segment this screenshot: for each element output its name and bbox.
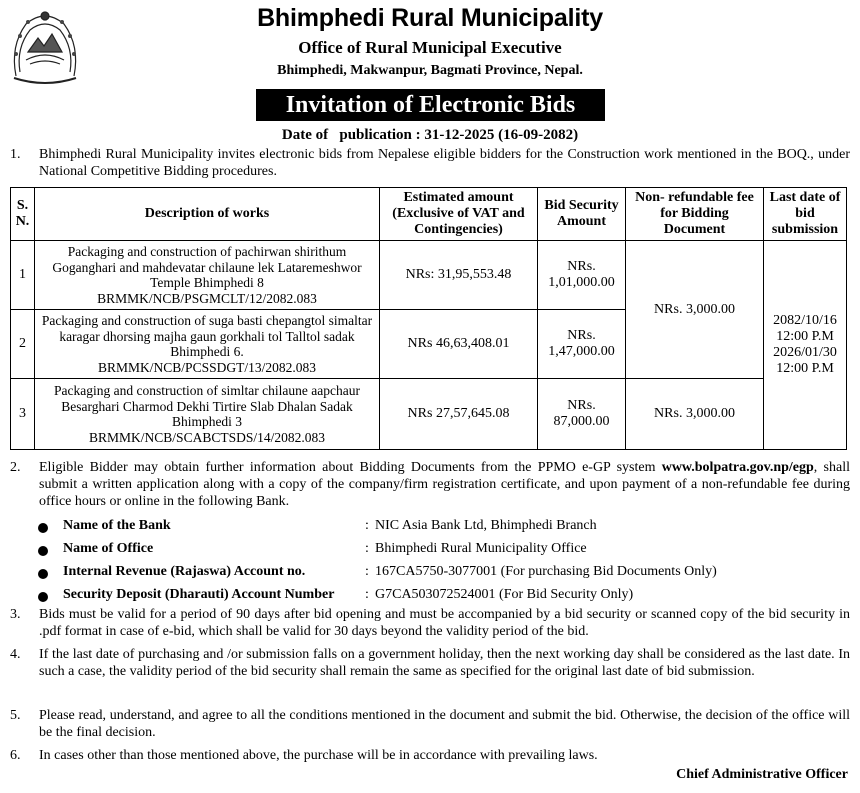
paragraph-6: 6. In cases other than those mentioned above, the purchase will be in accordance with prevailing laws. [10, 748, 598, 763]
header-estimated-amount: Estimated amount (Exclusive of VAT and Contingencies) [380, 188, 538, 241]
row-description: Packaging and construction of suga basti chepangtol simaltar karagar dhorsing majha gaun gorkhali tol Talltol sadak Bhimphedi 6. BRMMK/NCB/PCSSDGT/13/2082.083 [35, 310, 380, 379]
paragraph-5: 5. Please read, understand, and agree to all the conditions mentioned in the document and submit the bid. Otherwise, the decision of the office will be the final decision. [10, 708, 850, 740]
table-row [11, 241, 847, 310]
table-row [11, 379, 847, 450]
office-address: Bhimphedi, Makwanpur, Bagmati Province, Nepal. [277, 63, 583, 78]
row-amount: NRs 46,63,408.01 [380, 310, 538, 379]
row-sn: 1 [11, 241, 35, 310]
row-description: Packaging and construction of pachirwan shirithum Goganghari and mahdevatar chilaune lek Lataremeshwor Temple Bhimphedi 8 BRMMK/NCB/PSGMCLT/12/2082.083 [35, 241, 380, 310]
row-description: Packaging and construction of simltar chilaune aapchaur Besarghari Charmod Dekhi Tirtire Slab Dhalan Sadak Bhimphedi 3 BRMMK/NCB/SCABCTSDS/14/2082.083 [35, 379, 380, 450]
header-description: Description of works [35, 188, 380, 241]
row-fee: NRs. 3,000.00 [626, 241, 764, 379]
header-last-date: Last date of bid submission [764, 188, 847, 241]
office-name-item: Name of Office : Bhimphedi Rural Municipality Office [38, 541, 838, 561]
bullet-icon [38, 523, 48, 533]
egp-link[interactable]: www.bolpatra.gov.np/egp [661, 460, 814, 475]
municipality-name: Bhimphedi Rural Municipality [257, 4, 603, 32]
paragraph-4: 4. If the last date of purchasing and /or submission falls on a government holiday, then the next working day shall be considered as the last date. In such a case, the validity period of the bid security shall remain the same as specified for the original last date of bid submission. [10, 647, 850, 679]
header-bid-security: Bid Security Amount [538, 188, 626, 241]
publication-date: Date of publication : 31-12-2025 (16-09-2082) [281, 127, 579, 143]
bid-table [10, 187, 847, 450]
row-security: NRs. 1,01,000.00 [538, 241, 626, 310]
bullet-icon [38, 569, 48, 579]
row-security: NRs. 87,000.00 [538, 379, 626, 450]
paragraph-1: 1. Bhimphedi Rural Municipality invites electronic bids from Nepalese eligible bidders for the Construction work mentioned in the BOQ., under National Competitive Bidding procedures. [10, 147, 850, 179]
bullet-icon [38, 546, 48, 556]
paragraph-3: 3. Bids must be valid for a period of 90 days after bid opening and must be accompanied by a bid security or scanned copy of the bid security in .pdf format in case of e-bid, which shall be valid for 30 days beyond the validity period of the bid. [10, 607, 850, 639]
row-sn: 3 [11, 379, 35, 450]
row-amount: NRs: 31,95,553.48 [380, 241, 538, 310]
security-deposit-item: Security Deposit (Dharauti) Account Number : G7CA503072524001 (For Bid Security Only) [38, 587, 838, 607]
signatory-title: Chief Administrative Officer [676, 767, 848, 782]
header-sn: S. N. [11, 188, 35, 241]
row-amount: NRs 27,57,645.08 [380, 379, 538, 450]
notice-title: Invitation of Electronic Bids [256, 89, 605, 121]
row-fee: NRs. 3,000.00 [626, 379, 764, 450]
table-header-row [11, 188, 847, 241]
row-security: NRs. 1,47,000.00 [538, 310, 626, 379]
last-submission-date: 2082/10/16 12:00 P.M 2026/01/30 12:00 P.M [764, 241, 847, 450]
bullet-icon [38, 592, 48, 602]
bank-name-item: Name of the Bank : NIC Asia Bank Ltd, Bhimphedi Branch [38, 518, 838, 538]
header-fee: Non- refundable fee for Bidding Document [626, 188, 764, 241]
paragraph-2: 2. Eligible Bidder may obtain further information about Bidding Documents from the PPMO e-GP system www.bolpatra.gov.np/egp, shall submit a written application along with a copy of the company/firm registration certificate, and upon payment of a non-refundable fee during office hours or online in the following Bank. [10, 460, 850, 509]
row-sn: 2 [11, 310, 35, 379]
revenue-account-item: Internal Revenue (Rajaswa) Account no. : 167CA5750-3077001 (For purchasing Bid Documents Only) [38, 564, 838, 584]
office-name: Office of Rural Municipal Executive [298, 38, 562, 57]
